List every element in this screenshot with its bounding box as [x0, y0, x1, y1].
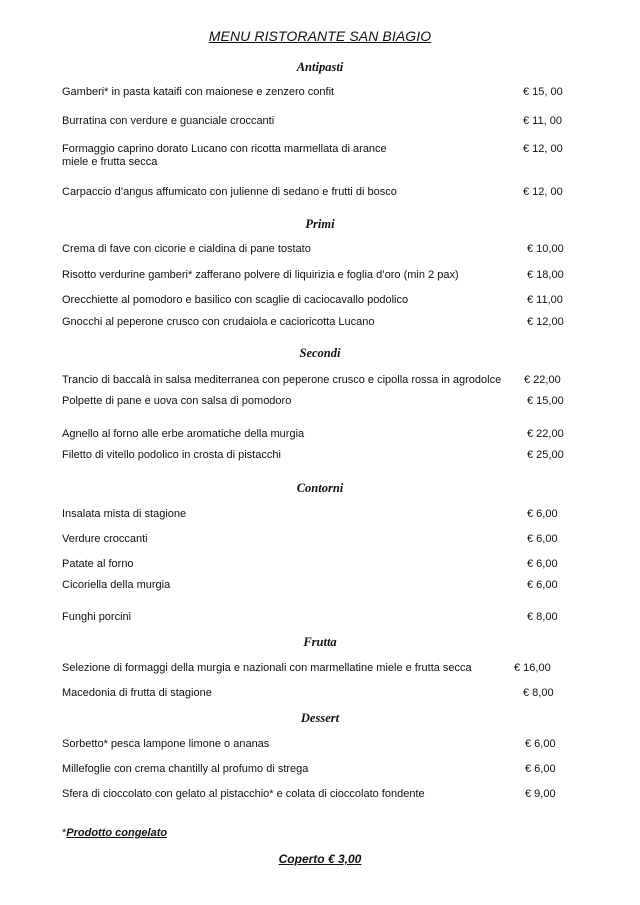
menu-item-price: € 15,00 [527, 395, 564, 407]
menu-item: Burratina con verdure e guanciale croccanti [62, 115, 275, 127]
menu-item: Carpaccio d’angus affumicato con julienne di sedano e frutti di bosco [62, 186, 397, 198]
menu-item-price: € 6,00 [527, 533, 558, 545]
menu-item: Insalata mista di stagione [62, 508, 187, 520]
menu-item-price: € 12, 00 [523, 143, 563, 155]
menu-item: Formaggio caprino dorato Lucano con ricotta marmellata di arance [62, 143, 387, 155]
menu-title: MENU RISTORANTE SAN BIAGIO [208, 28, 432, 44]
menu-item: Sfera di cioccolato con gelato al pistacchio* e colata di cioccolato fondente [62, 788, 425, 800]
menu-item-price: € 6,00 [525, 738, 556, 750]
menu-item-price: € 6,00 [527, 579, 558, 591]
frozen-product-label: Prodotto congelato [66, 827, 168, 839]
menu-item-price: € 16,00 [514, 662, 551, 674]
menu-item-price: € 12,00 [527, 316, 564, 328]
menu-item: Gnocchi al peperone crusco con crudaiola e cacioricotta Lucano [62, 316, 375, 328]
menu-item: Selezione di formaggi della murgia e nazionali con marmellatine miele e frutta secca [62, 662, 472, 674]
menu-item: Gamberi* in pasta kataifi con maionese e zenzero confit [62, 86, 335, 98]
menu-item-price: € 18,00 [527, 269, 564, 281]
menu-item: Cicoriella della murgia [62, 579, 171, 591]
menu-item-price: € 22,00 [527, 428, 564, 440]
frozen-product-note [62, 827, 167, 839]
menu-item-price: € 25,00 [527, 449, 564, 461]
menu-item-price: € 9,00 [525, 788, 556, 800]
section-heading-primi: Primi [305, 217, 335, 231]
menu-item-price: € 8,00 [523, 687, 554, 699]
menu-item: Crema di fave con cicorie e cialdina di pane tostato [62, 243, 311, 255]
menu-item-price: € 12, 00 [523, 186, 563, 198]
section-heading-contorni: Contorni [296, 481, 344, 495]
menu-item: Orecchiette al pomodoro e basilico con scaglie di caciocavallo podolico [62, 294, 409, 306]
menu-item-price: € 11, 00 [523, 115, 562, 127]
menu-item: Filetto di vitello podolico in crosta di pistacchi [62, 449, 281, 461]
section-heading-antipasti: Antipasti [296, 60, 344, 74]
cover-charge: Coperto € 3,00 [278, 852, 362, 866]
menu-item: Sorbetto* pesca lampone limone o ananas [62, 738, 270, 750]
menu-item-price: € 6,00 [527, 558, 558, 570]
menu-item-price: € 8,00 [527, 611, 558, 623]
section-heading-frutta: Frutta [303, 635, 337, 649]
asterisk: * [62, 827, 67, 839]
menu-item-price: € 6,00 [527, 508, 558, 520]
section-heading-dessert: Dessert [300, 711, 340, 725]
section-heading-secondi: Secondi [299, 346, 341, 360]
menu-item: Risotto verdurine gamberi* zafferano polvere di liquirizia e foglia d’oro (min 2 pax) [62, 269, 459, 281]
menu-item: Funghi porcini [62, 611, 132, 623]
menu-item: Patate al forno [62, 558, 134, 570]
menu-item-price: € 11,00 [527, 294, 563, 306]
menu-item: Verdure croccanti [62, 533, 148, 545]
menu-item-price: € 22,00 [524, 374, 561, 386]
menu-item: Agnello al forno alle erbe aromatiche della murgia [62, 428, 305, 440]
menu-item: Trancio di baccalà in salsa mediterranea con peperone crusco e cipolla rossa in agrodolce [62, 374, 502, 386]
menu-item-price: € 6,00 [525, 763, 556, 775]
menu-item-continuation: miele e frutta secca [62, 156, 158, 168]
menu-item: Macedonia di frutta di stagione [62, 687, 212, 699]
menu-item: Polpette di pane e uova con salsa di pomodoro [62, 395, 292, 407]
menu-item-price: € 15, 00 [523, 86, 563, 98]
menu-item: Millefoglie con crema chantilly al profumo di strega [62, 763, 309, 775]
menu-item-price: € 10,00 [527, 243, 564, 255]
